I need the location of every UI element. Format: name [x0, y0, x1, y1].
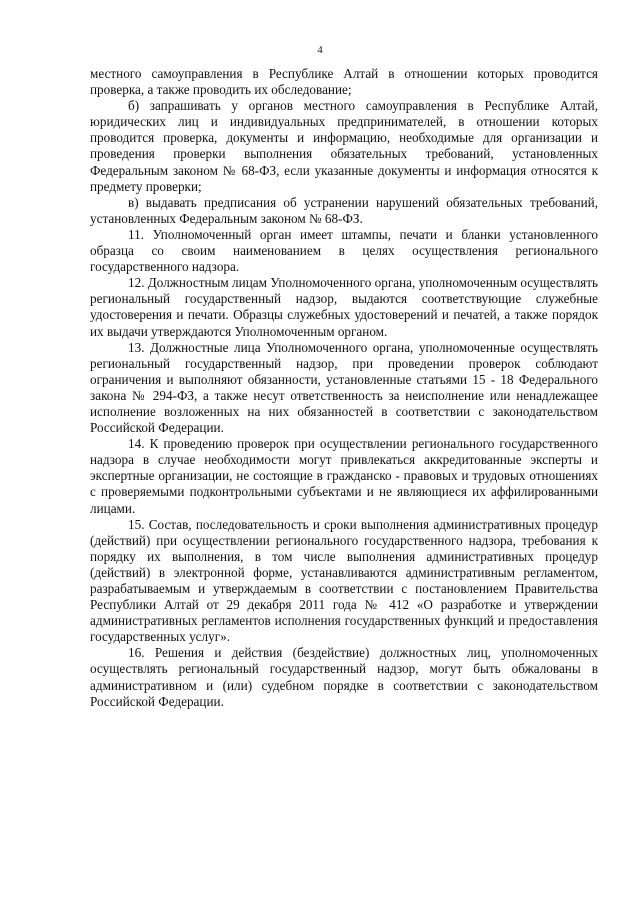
paragraph-continuation: местного самоуправления в Республике Алтай в отношении которых проводится проверка, а также проводить их обследование; [90, 66, 598, 98]
page-number: 4 [317, 44, 323, 56]
paragraph-item-b: б) запрашивать у органов местного самоуправления в Республике Алтай, юридических лиц и индивидуальных предпринимателей, в отношении которых проводится проверка, документы и информацию, необходимые для организации и проведения проверки выполнения обязательных требований, установленных Федеральным законом № 68-ФЗ, если указанные документы и информация относятся к предмету проверки; [90, 98, 598, 194]
document-body [90, 66, 598, 710]
paragraph-item-v: в) выдавать предписания об устранении нарушений обязательных требований, установленных Федеральным законом № 68-ФЗ. [90, 194, 598, 226]
paragraph-16: 16. Решения и действия (бездействие) должностных лиц, уполномоченных осуществлять региональный государственный надзор, могут быть обжалованы в административном и (или) судебном порядке в соответствии с законодательством Российской Федерации. [90, 645, 598, 709]
paragraph-12: 12. Должностным лицам Уполномоченного органа, уполномоченным осуществлять региональный государственный надзор, выдаются соответствующие служебные удостоверения и печати. Образцы служебных удостоверений и печатей, а также порядок их выдачи утверждаются Уполномоченным органом. [90, 275, 598, 339]
paragraph-13: 13. Должностные лица Уполномоченного органа, уполномоченные осуществлять региональный государственный надзор, при проведении проверок соблюдают ограничения и выполняют обязанности, установленные статьями 15 - 18 Федерального закона № 294-ФЗ, а также несут ответственность за неисполнение или ненадлежащее исполнение возложенных на них обязанностей в соответствии с законодательством Российской Федерации. [90, 339, 598, 436]
paragraph-11: 11. Уполномоченный орган имеет штампы, печати и бланки установленного образца со своим наименованием в целях осуществления регионального государственного надзора. [90, 226, 598, 275]
paragraph-15: 15. Состав, последовательность и сроки выполнения административных процедур (действий) при осуществлении регионального государственного надзора, требования к порядку их выполнения, в том числе выполнения административных процедур (действий) в электронной форме, устанавливаются административным регламентом, разрабатываемым и утверждаемым в соответствии с постановлением Правительства Республики Алтай от 29 декабря 2011 года № 412 «О разработке и утверждении административных регламентов исполнения государственных функций и предоставления государственных услуг». [90, 516, 598, 645]
paragraph-14: 14. К проведению проверок при осуществлении регионального государственного надзора в случае необходимости могут привлекаться аккредитованные эксперты и экспертные организации, не состоящие в гражданско - правовых и трудовых отношениях с проверяемыми подконтрольными субъектами и не являющиеся их аффилированными лицами. [90, 436, 598, 516]
